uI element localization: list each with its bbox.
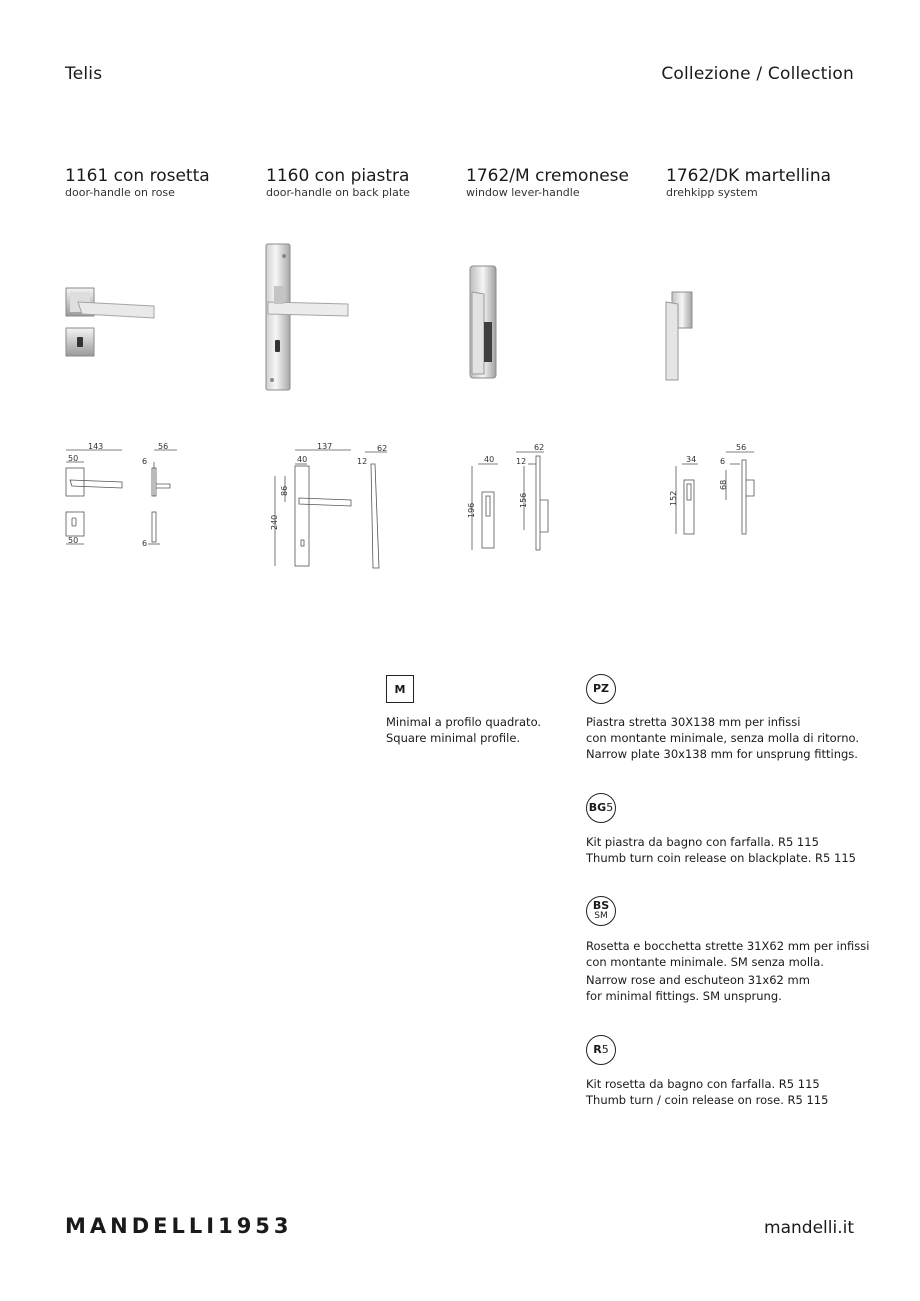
dim-label: 12 <box>516 457 527 466</box>
dim-label: 50 <box>68 536 79 545</box>
collection-label: Collezione / Collection <box>661 64 854 84</box>
product-title: 1762/DK martellina <box>666 166 832 186</box>
bg5-description: Kit piastra da bagno con farfalla. R5 115 Thumb turn coin release on blackplate. R5 115 <box>586 835 856 865</box>
bs-sm-badge: BS SM <box>586 896 616 926</box>
dim-label: 86 <box>280 485 289 496</box>
drehkipp-handle-photo <box>662 290 698 385</box>
bs-sm-description: Rosetta e bocchetta strette 31X62 mm per infissi con montante minimale. SM senza molla. Narrow rose and eschuteon 31x62 mm for minimal fittings. SM unsprung. <box>586 939 870 1003</box>
product-1161 <box>65 166 210 199</box>
dim-label: 62 <box>534 443 545 452</box>
bg5-badge: BG 5 <box>586 793 616 823</box>
drawing-1762dk <box>662 440 772 540</box>
drawing-1160 <box>265 440 395 580</box>
dim-label: 196 <box>467 502 476 518</box>
drawing-1762m <box>462 440 572 560</box>
product-title: 1762/M cremonese <box>466 166 629 186</box>
dim-label: 34 <box>686 455 697 464</box>
product-1160 <box>266 166 410 199</box>
dim-label: 68 <box>719 479 728 490</box>
dim-label: 137 <box>317 442 333 451</box>
dim-label: 152 <box>669 490 678 506</box>
collection-name: Telis <box>65 64 103 84</box>
drawing-1161 <box>60 440 190 560</box>
dim-label: 40 <box>484 455 495 464</box>
dim-label: 240 <box>270 514 279 530</box>
product-subtitle: drehkipp system <box>666 186 758 199</box>
product-subtitle: door-handle on back plate <box>266 186 410 199</box>
dim-label: 6 <box>142 457 148 466</box>
product-1762m <box>466 166 629 199</box>
minimal-description: Minimal a profilo quadrato. Square minimal profile. <box>386 715 542 745</box>
dim-label: 50 <box>68 454 79 463</box>
pz-description: Piastra stretta 30X138 mm per infissi con montante minimale, senza molla di ritorno. Narrow plate 30x138 mm for unsprung fittings. <box>586 715 859 761</box>
product-title: 1160 con piastra <box>266 166 410 186</box>
minimal-badge: M <box>386 675 414 703</box>
dim-label: 156 <box>519 492 528 508</box>
product-subtitle: door-handle on rose <box>65 186 175 199</box>
pz-badge: PZ <box>586 674 616 704</box>
r5-description: Kit rosetta da bagno con farfalla. R5 115 Thumb turn / coin release on rose. R5 115 <box>586 1077 829 1107</box>
dim-label: 6 <box>720 457 726 466</box>
dim-label: 143 <box>88 442 104 451</box>
brand-logo: MANDELLI1953 <box>65 1214 293 1238</box>
dim-label: 12 <box>357 457 368 466</box>
handle-rose-photo <box>60 280 160 370</box>
dim-label: 62 <box>377 444 388 453</box>
dim-label: 40 <box>297 455 308 464</box>
dim-label: 56 <box>736 443 747 452</box>
product-title: 1161 con rosetta <box>65 166 210 186</box>
r5-badge: R 5 <box>586 1035 616 1065</box>
dim-label: 6 <box>142 539 148 548</box>
window-handle-photo <box>466 262 506 384</box>
product-subtitle: window lever-handle <box>466 186 580 199</box>
handle-plate-photo <box>258 240 358 392</box>
website-link[interactable]: mandelli.it <box>764 1218 854 1238</box>
dim-label: 56 <box>158 442 169 451</box>
product-1762dk <box>666 166 831 199</box>
